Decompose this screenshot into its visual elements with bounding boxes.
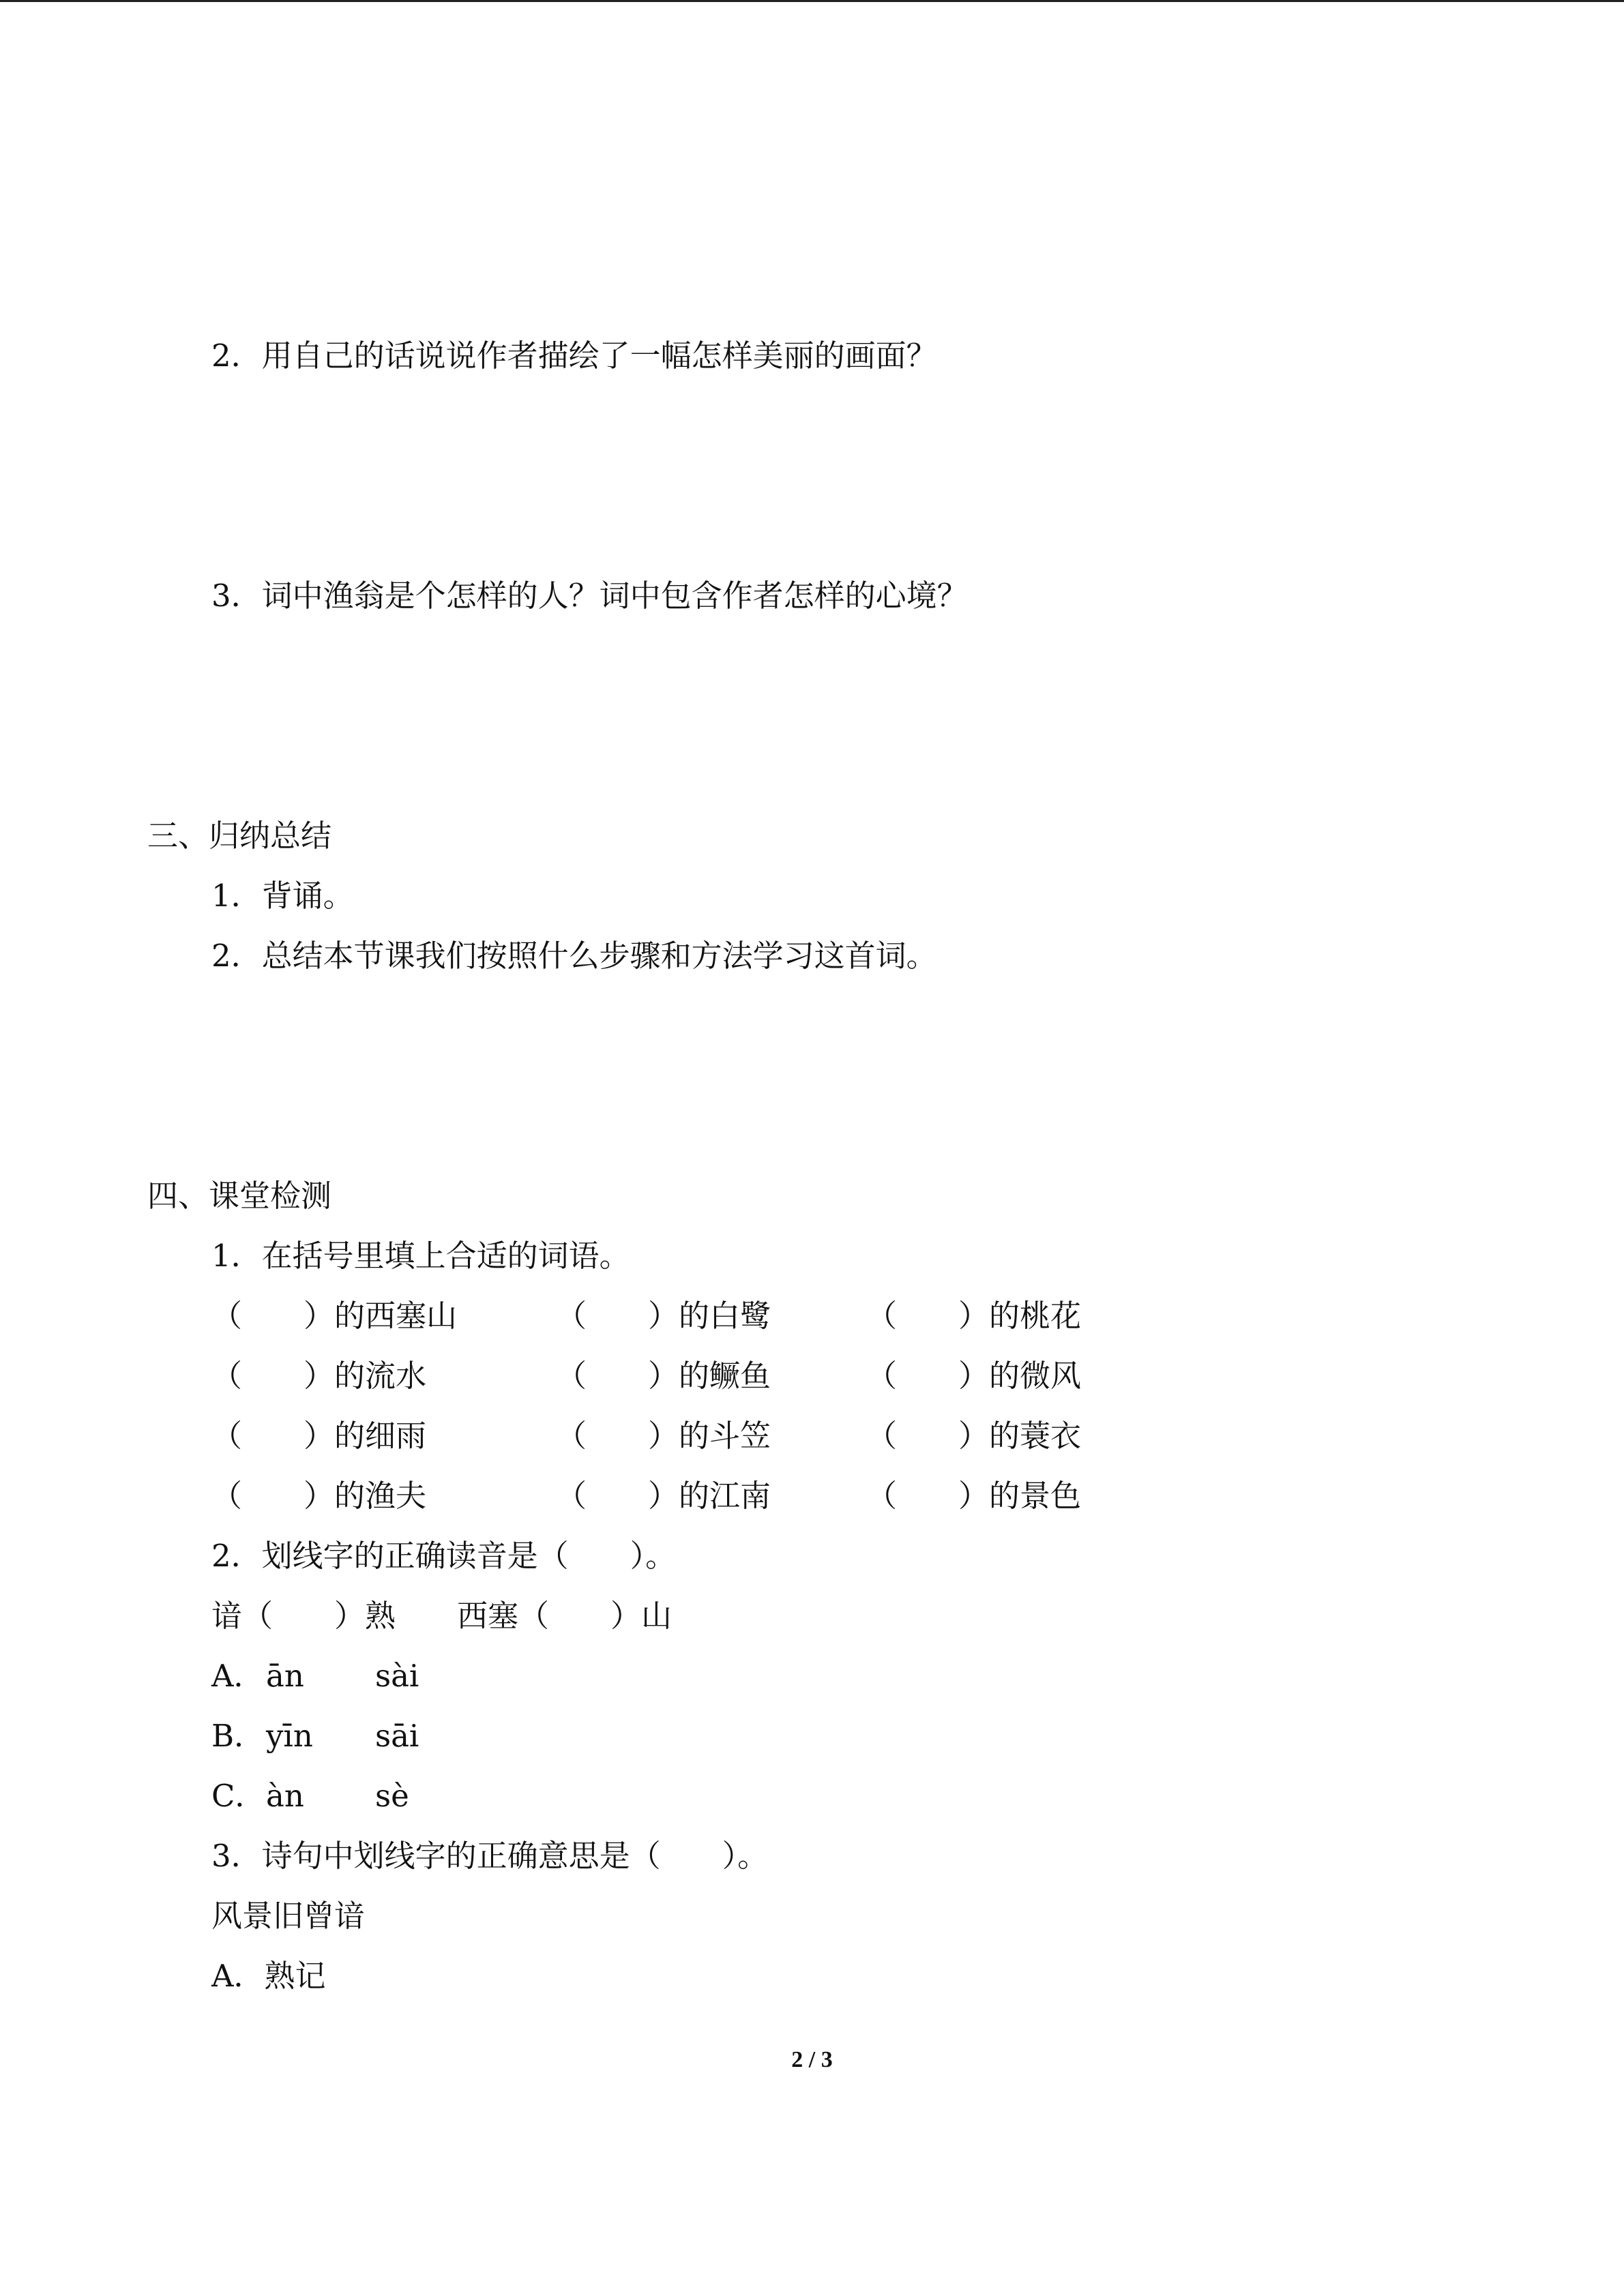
option-pinyin-2: sè — [375, 1778, 409, 1814]
question-4-3: 3．诗句中划线字的正确意思是（ ）。 — [211, 1838, 769, 1874]
option-label: A． — [211, 1658, 265, 1694]
option-b — [211, 1717, 419, 1755]
fill-item: （ ）的细雨 — [211, 1418, 427, 1454]
section-3-item-1: 1．背诵。 — [211, 878, 354, 914]
option-a — [211, 1657, 419, 1695]
question-4-3-line: 风景旧曾谙 — [211, 1898, 366, 1934]
fill-item: （ ）的桃花 — [866, 1298, 1082, 1334]
option-c — [211, 1777, 409, 1815]
question-4-2-words: 谙（ ）熟 西塞（ ）山 — [211, 1598, 673, 1634]
question-2: 2．用自己的话说说作者描绘了一幅怎样美丽的画面？ — [211, 338, 937, 374]
question-4-2: 2．划线字的正确读音是（ ）。 — [211, 1538, 677, 1574]
option-label: C． — [211, 1778, 266, 1814]
option-pinyin-1: àn — [266, 1778, 304, 1814]
fill-item: （ ）的蓑衣 — [866, 1418, 1082, 1454]
fill-item: （ ）的景色 — [866, 1478, 1082, 1514]
section-3-heading: 三、归纳总结 — [147, 818, 332, 854]
option-pinyin-1: yīn — [266, 1718, 313, 1754]
fill-item: （ ）的流水 — [211, 1358, 427, 1394]
option-label: B． — [211, 1718, 265, 1754]
option-pinyin-2: sāi — [375, 1718, 419, 1754]
option-pinyin-2: sài — [375, 1658, 419, 1694]
page-number: 2 / 3 — [791, 2047, 833, 2072]
fill-item: （ ）的江南 — [556, 1478, 771, 1514]
option-pinyin-1: ān — [266, 1658, 304, 1694]
fill-item: （ ）的鳜鱼 — [556, 1358, 771, 1394]
section-4-heading: 四、课堂检测 — [147, 1178, 332, 1214]
fill-item: （ ）的微风 — [866, 1358, 1082, 1394]
fill-item: （ ）的渔夫 — [211, 1478, 427, 1514]
section-3-item-2: 2．总结本节课我们按照什么步骤和方法学习这首词。 — [211, 938, 937, 974]
question-3: 3．词中渔翁是个怎样的人？词中包含作者怎样的心境？ — [211, 578, 968, 614]
top-border — [0, 0, 1624, 2]
fill-item: （ ）的西塞山 — [211, 1298, 458, 1334]
question-4-1: 1．在括号里填上合适的词语。 — [211, 1238, 630, 1274]
question-4-3-option-a: A．熟记 — [211, 1958, 326, 1994]
fill-item: （ ）的斗笠 — [556, 1418, 771, 1454]
fill-item: （ ）的白鹭 — [556, 1298, 771, 1334]
